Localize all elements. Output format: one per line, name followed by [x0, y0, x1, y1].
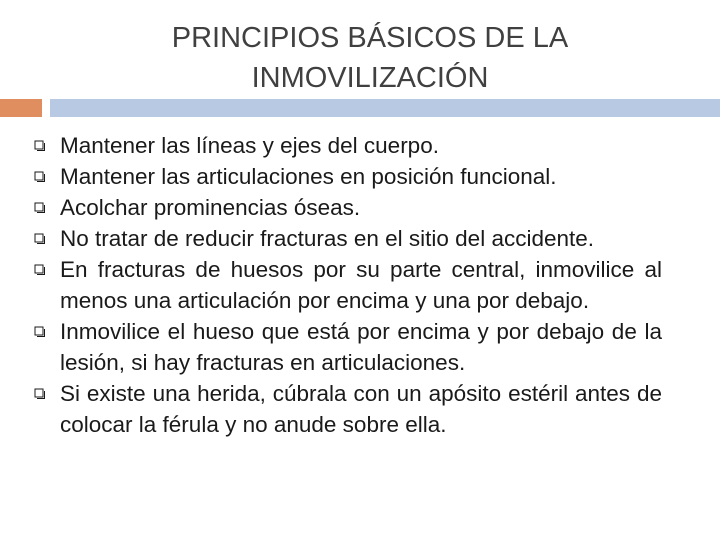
- bullet-item: [0, 316, 662, 378]
- slide-title-line-2: INMOVILIZACIÓN: [251, 62, 489, 94]
- accent-bar-blue: [50, 99, 720, 117]
- bullet-text: No tratar de reducir fracturas en el sitio del accidente.: [60, 226, 595, 251]
- bullet-text: Acolchar prominencias óseas.: [60, 195, 361, 220]
- accent-bar-orange: [0, 99, 42, 117]
- hollow-square-bullet-icon: [34, 388, 46, 400]
- bullet-item: [0, 223, 662, 254]
- bullet-item: [0, 378, 662, 440]
- hollow-square-bullet-icon: [34, 233, 46, 245]
- bullet-text: Mantener las articulaciones en posición funcional.: [60, 164, 557, 189]
- bullet-item: [0, 130, 662, 161]
- slide-title-line-1: PRINCIPIOS BÁSICOS DE LA: [171, 22, 569, 54]
- hollow-square-bullet-icon: [34, 140, 46, 152]
- bullet-item: [0, 254, 662, 316]
- hollow-square-bullet-icon: [34, 171, 46, 183]
- bullet-text: Inmovilice el hueso que está por encima y por debajo de la lesión, si hay fracturas en articulaciones.: [60, 319, 662, 375]
- hollow-square-bullet-icon: [34, 326, 46, 338]
- bullet-text: Mantener las líneas y ejes del cuerpo.: [60, 133, 439, 158]
- bullet-list: [0, 130, 720, 440]
- bullet-item: [0, 192, 662, 223]
- slide-title: [60, 18, 680, 98]
- hollow-square-bullet-icon: [34, 202, 46, 214]
- bullet-item: [0, 161, 662, 192]
- bullet-text: Si existe una herida, cúbrala con un apósito estéril antes de colocar la férula y no anude sobre ella.: [60, 381, 662, 437]
- hollow-square-bullet-icon: [34, 264, 46, 276]
- bullet-text: En fracturas de huesos por su parte central, inmovilice al menos una articulación por encima y una por debajo.: [60, 257, 662, 313]
